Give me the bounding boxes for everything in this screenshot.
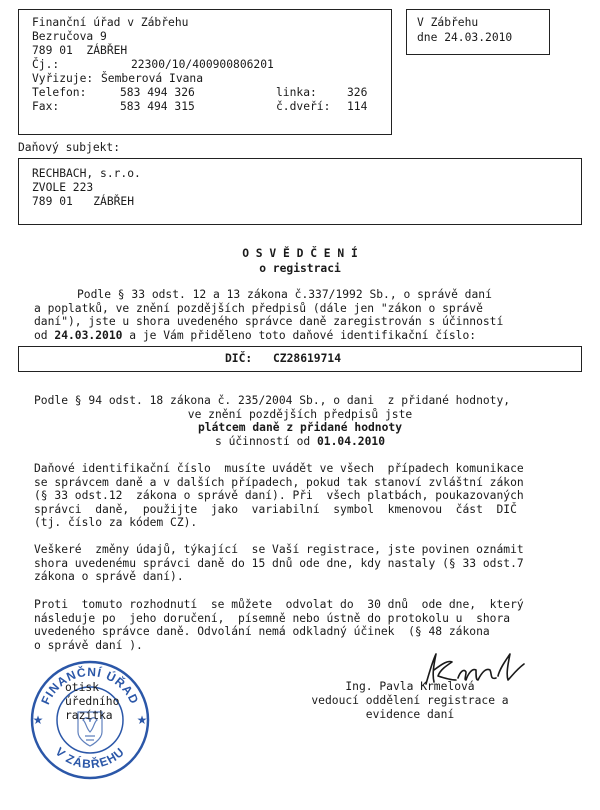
para3-line5: (tj. číslo za kódem CZ). <box>34 516 198 529</box>
door-label: č.dveří: <box>276 100 331 113</box>
ref-value: 22300/10/400900806201 <box>131 58 274 71</box>
subject-box <box>18 158 582 225</box>
ext-value: 326 <box>347 86 368 99</box>
office-name: Finanční úřad v Zábřehu <box>32 16 189 29</box>
handler-label: Vyřizuje: <box>32 72 94 85</box>
ref-label: Čj.: <box>32 58 60 71</box>
fax-label: Fax: <box>32 100 60 113</box>
para1-line1: Podle § 33 odst. 12 a 13 zákona č.337/1992 Sb., o správě daní <box>77 288 492 301</box>
para5-line4: o správě daní ). <box>34 638 143 652</box>
stamp-top-text: FINANČNÍ ÚŘAD <box>38 664 142 707</box>
para2-line1: Podle § 94 odst. 18 zákona č. 235/2004 Sb., o dani z přidané hodnoty, <box>34 394 511 407</box>
vat-payer: plátcem daně z přidané hodnoty <box>197 421 403 434</box>
para3-line4: správci daně, použijte jako variabilní symbol kmenovou část DIČ <box>34 502 517 516</box>
para1-line4 <box>34 329 476 342</box>
door-value: 114 <box>347 100 368 113</box>
handler-value: Šemberová Ivana <box>101 72 204 85</box>
signatory-role-1: vedoucí oddělení registrace a <box>311 694 509 707</box>
subject-name: RECHBACH, s.r.o. <box>32 167 141 180</box>
stamp-placeholder-1: otisk <box>65 681 100 694</box>
para1-line4-post: a je Vám přiděleno toto daňové identifikační číslo: <box>122 328 477 342</box>
stamp-placeholder-3: razítka <box>65 709 113 722</box>
stamp-placeholder-2: úředního <box>65 695 120 708</box>
vat-effective-date: 01.04.2010 <box>317 434 386 448</box>
para2-line4 <box>0 435 600 448</box>
phone-label: Telefon: <box>32 86 87 99</box>
office-header-box <box>18 9 392 135</box>
place-date-box <box>406 9 550 55</box>
signatory-name: Ing. Pavla Krmelová <box>345 680 475 693</box>
document-title: O S V Ě D Č E N Í <box>242 247 358 260</box>
para3-line2: se správcem daně a v dalších případech, pokud tak stanoví zvláštní zákon <box>34 475 524 489</box>
para2-line2: ve znění pozdějších předpisů jste <box>187 407 413 421</box>
para1-line2: a poplatků, ve znění pozdějších předpisů (dále jen "zákon o správě <box>34 301 483 315</box>
para3-line1: Daňové identifikační číslo musíte uvádět ve všech případech komunikace <box>34 462 524 475</box>
subject-label: Daňový subjekt: <box>18 141 121 154</box>
dic-value: CZ28619714 <box>273 352 342 365</box>
para5-line3: uvedeného správce daně. Odvolání nemá odkladný účinek (§ 48 zákona <box>34 625 490 638</box>
registration-date: 24.03.2010 <box>54 328 123 342</box>
date: dne 24.03.2010 <box>417 31 513 44</box>
place: V Zábřehu <box>417 16 479 29</box>
para1-line4-pre: od <box>34 328 55 342</box>
subject-street: ZVOLE 223 <box>32 181 94 194</box>
ext-label: linka: <box>276 86 317 99</box>
para5-line2: následuje po jeho doručení, písemně nebo ústně do protokolu u shora <box>34 611 511 625</box>
office-street: Bezručova 9 <box>32 30 107 43</box>
phone-value: 583 494 326 <box>120 86 195 99</box>
svg-text:★: ★ <box>136 713 148 727</box>
fax-value: 583 494 315 <box>120 100 195 113</box>
para2-line4-pre: s účinností od <box>214 434 317 448</box>
para4-line2: shora uvedenému správci daně do 15 dnů ode dne, kdy nastaly (§ 33 odst.7 <box>34 556 524 570</box>
signatory-role-2: evidence daní <box>365 708 455 721</box>
dic-box <box>18 346 582 372</box>
para1-line3: daní"), jste u shora uvedeného správce daně zaregistrován s účinností <box>34 315 504 328</box>
stamp-bottom-text: V ZÁBŘEHU <box>52 744 128 772</box>
document-subtitle: o registraci <box>259 262 341 275</box>
para3-line3: (§ 33 odst.12 zákona o správě daní). Při všech platbách, poukazovaných <box>34 489 524 502</box>
para4-line3: zákona o správě daní). <box>34 570 184 583</box>
office-city: 789 01 ZÁBŘEH <box>32 44 128 57</box>
para4-line1: Veškeré změny údajů, týkající se Vaší registrace, jste povinen oznámit <box>34 543 524 556</box>
svg-text:★: ★ <box>32 713 44 727</box>
svg-text:V ZÁBŘEHU <box>53 745 128 772</box>
dic-label: DIČ: <box>225 352 253 365</box>
para5-line1: Proti tomuto rozhodnutí se můžete odvolat do 30 dnů ode dne, který <box>34 598 524 611</box>
subject-city: 789 01 ZÁBŘEH <box>32 195 135 208</box>
